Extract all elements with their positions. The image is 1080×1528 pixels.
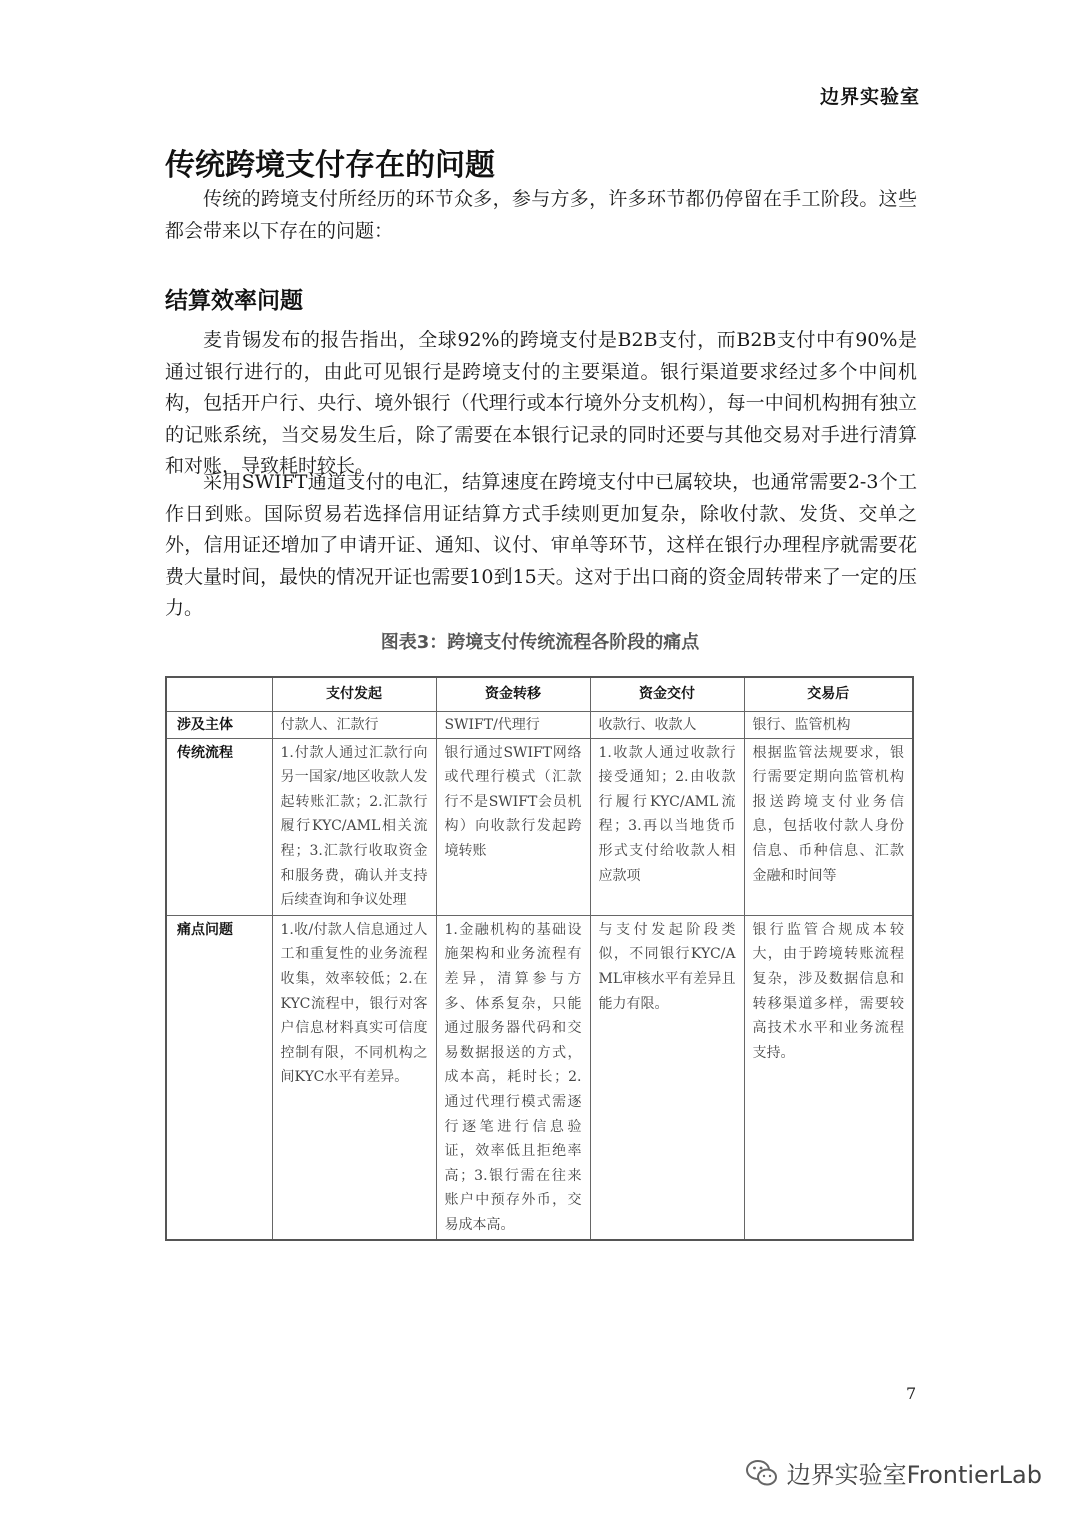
- column-header-transfer: 资金转移: [436, 677, 590, 711]
- header-logo: 边界实验室: [819, 86, 920, 108]
- table-cell: 根据监管法规要求，银行需要定期向监管机构报送跨境支付业务信息，包括收付款人身份信息、币种信息、汇款金融和时间等: [744, 738, 913, 915]
- page-number: 7: [906, 1384, 917, 1403]
- table-header-row: [166, 677, 913, 711]
- table-row: [166, 738, 913, 915]
- body-paragraph-1: 麦肯锡发布的报告指出，全球92%的跨境支付是B2B支付，而B2B支付中有90%是通过银行进行的，由此可见银行是跨境支付的主要渠道。银行渠道要求经过多个中间机构，包括开户行、央行、境外银行（代理行或本行境外分支机构），每一中间机构拥有独立的记账系统，当交易发生后，除了需要在本银行记录的同时还要与其他交易对手进行清算和对账，导致耗时较长。: [165, 329, 917, 477]
- table-cell: SWIFT/代理行: [436, 711, 590, 738]
- table-row: [166, 915, 913, 1240]
- footer-watermark: [745, 1455, 1042, 1490]
- row-header: 痛点问题: [166, 915, 272, 1240]
- pain-points-table: [165, 676, 914, 1241]
- table-cell: 银行通过SWIFT网络或代理行模式（汇款行不是SWIFT会员机构）向收款行发起跨境转账: [436, 738, 590, 915]
- subsection-title: 结算效率问题: [165, 288, 303, 314]
- table-cell: 1.金融机构的基础设施架构和业务流程有差异，清算参与方多、体系复杂，只能通过服务器代码和交易数据报送的方式，成本高，耗时长；2.通过代理行模式需逐行逐笔进行信息验证，效率低且拒绝率高；3.银行需在往来账户中预存外币，交易成本高。: [436, 915, 590, 1240]
- figure-title: 图表3：跨境支付传统流程各阶段的痛点: [380, 632, 700, 653]
- table-corner-cell: [166, 677, 272, 711]
- table-cell: 与支付发起阶段类似，不同银行KYC/AML审核水平有差异且能力有限。: [590, 915, 744, 1240]
- row-header: 涉及主体: [166, 711, 272, 738]
- row-header: 传统流程: [166, 738, 272, 915]
- wechat-icon: [745, 1458, 779, 1488]
- column-header-post-trade: 交易后: [744, 677, 913, 711]
- column-header-delivery: 资金交付: [590, 677, 744, 711]
- table-cell: 银行、监管机构: [744, 711, 913, 738]
- column-header-initiation: 支付发起: [272, 677, 436, 711]
- table-row: [166, 711, 913, 738]
- table-cell: 付款人、汇款行: [272, 711, 436, 738]
- table-cell: 银行监管合规成本较大，由于跨境转账流程复杂，涉及数据信息和转移渠道多样，需要较高技术水平和业务流程支持。: [744, 915, 913, 1240]
- table-cell: 1.付款人通过汇款行向另一国家/地区收款人发起转账汇款；2.汇款行履行KYC/AML相关流程；3.汇款行收取资金和服务费，确认并支持后续查询和争议处理: [272, 738, 436, 915]
- table-cell: 1.收/付款人信息通过人工和重复性的业务流程收集，效率较低；2.在KYC流程中，银行对客户信息材料真实可信度控制有限，不同机构之间KYC水平有差异。: [272, 915, 436, 1240]
- body-paragraph-2: 采用SWIFT通道支付的电汇，结算速度在跨境支付中已属较块，也通常需要2-3个工作日到账。国际贸易若选择信用证结算方式手续则更加复杂，除收付款、发货、交单之外，信用证还增加了申请开证、通知、议付、审单等环节，这样在银行办理程序就需要花费大量时间，最快的情况开证也需要10到15天。这对于出口商的资金周转带来了一定的压力。: [165, 471, 917, 619]
- section-title: 传统跨境支付存在的问题: [165, 148, 495, 183]
- footer-account-name: 边界实验室FrontierLab: [786, 1461, 1042, 1489]
- intro-paragraph: 传统的跨境支付所经历的环节众多，参与方多，许多环节都仍停留在手工阶段。这些都会带来以下存在的问题：: [165, 188, 917, 242]
- table-cell: 1.收款人通过收款行接受通知；2.由收款行履行KYC/AML流程；3.再以当地货币形式支付给收款人相应款项: [590, 738, 744, 915]
- table-cell: 收款行、收款人: [590, 711, 744, 738]
